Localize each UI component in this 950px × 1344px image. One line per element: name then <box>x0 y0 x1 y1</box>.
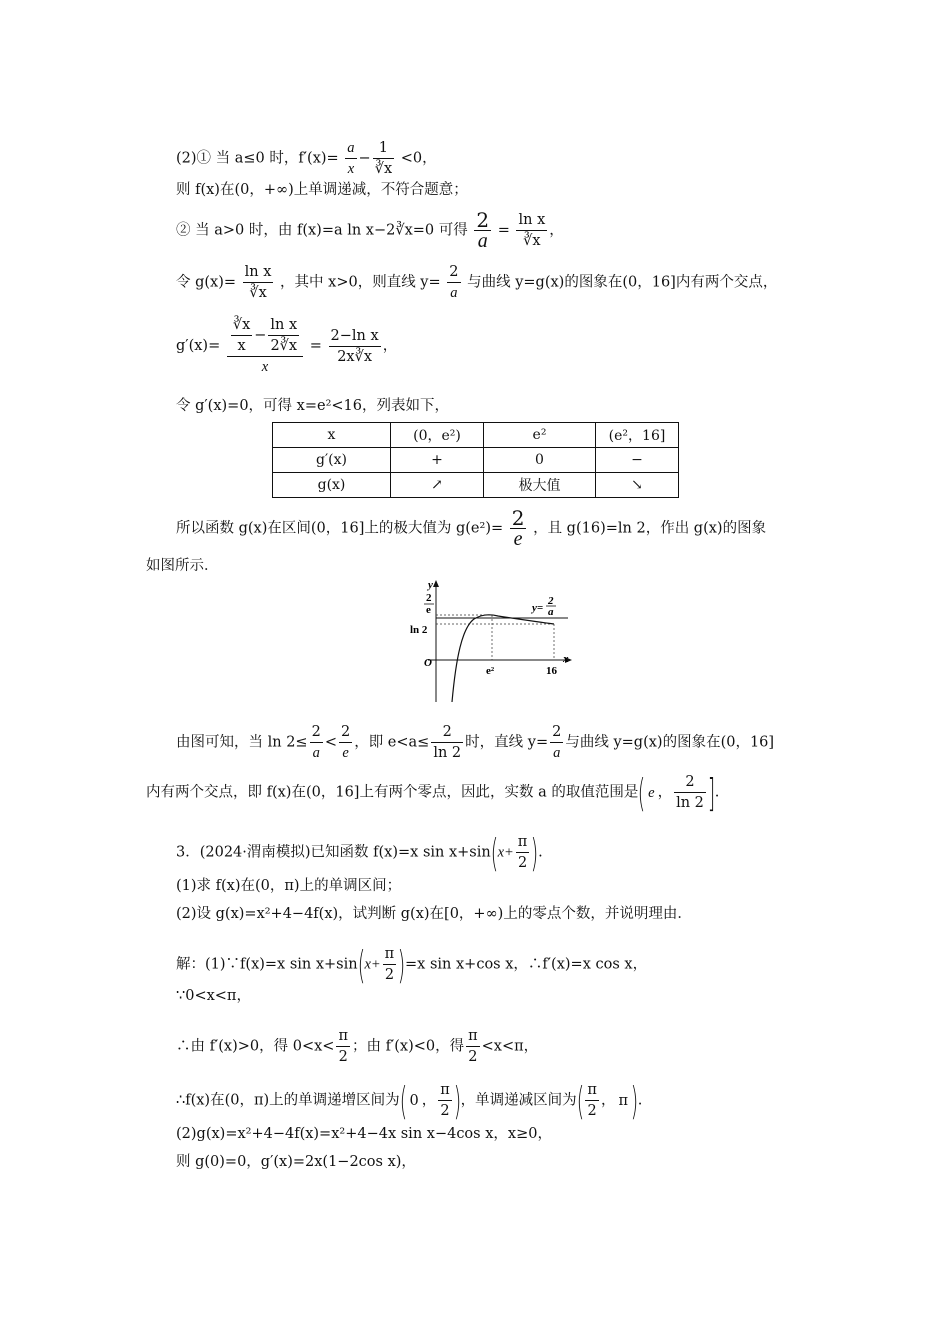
table-cell: (0，e²) <box>391 423 484 448</box>
variation-table <box>272 422 679 498</box>
fraction: $\frac{\text{ln x}}{∛x}$ <box>518 212 546 249</box>
max-value-line: 所以函数 g(x)在区间(0，16]上的极大值为 g(e²)= $\frac{2}{e}$ ，且 g(16)=ln 2，作出 g(x)的图象 <box>176 506 767 550</box>
text-line: 则 f(x)在(0，+∞)上单调递减，不符合题意； <box>176 182 468 198</box>
line-label-den: a <box>548 606 554 618</box>
case1-text: (2)① 当 a≤0 时，f′(x)= <box>176 150 339 167</box>
fraction: $\frac{\pi}{2}$ <box>384 946 395 983</box>
line-label: y= <box>532 602 544 614</box>
table-cell: ↗ <box>391 473 484 498</box>
y-tick-ln2: ln 2 <box>410 624 428 636</box>
fraction: $\frac{2}{\ln 2}$ <box>433 724 462 761</box>
table-row <box>273 473 679 498</box>
x-tick-16: 16 <box>546 665 557 677</box>
x-label: x <box>563 653 569 665</box>
fraction: $\frac{2}{a}$ <box>552 724 562 761</box>
solution-line-3: ∴由 f′(x)>0，得 0<x< $\frac{\pi}{2}$ ；由 f′(x)<0，得 $\frac{\pi}{2}$ <x<π， <box>176 1028 539 1065</box>
origin-label: O <box>424 657 432 669</box>
define-g-line: 令 g(x)= $\frac{\text{ln x}}{∛x}$ ，其中 x>0，则直线 y= $\frac{2}{a}$ 与曲线 y=g(x)的图象在(0，16]内有两个交点， <box>176 264 778 301</box>
y-tick-2-over-e-den: e <box>426 604 431 616</box>
case1-line: (2)① 当 a≤0 时，f′(x)= $\frac{a}{x}$ − $\frac{1}{∛x}$ <0， <box>176 140 437 177</box>
table-row <box>273 423 679 448</box>
text-line: 如图所示． <box>146 558 219 574</box>
text-line: 令 g′(x)=0，可得 x=e²<16，列表如下， <box>176 398 449 414</box>
conclusion-line-1: 由图可知，当 ln 2≤ $\frac{2}{a}$ < $\frac{2}{e}$ ，即 e<a≤ $\frac{2}{\ln 2}$ 时，直线 y= $\frac{2}{a}$ 与曲线 y=g(x)的图象在(0，16] <box>176 724 775 761</box>
compound-fraction: $\frac{∛x}{x}$ − $\frac{\text{ln x}}{2∛x}$ x <box>227 315 303 377</box>
x-tick-e2: e² <box>486 665 495 677</box>
function-graph <box>408 578 578 706</box>
fraction: $\frac{∛x}{x}$ <box>232 317 251 354</box>
fraction: $\frac{\pi}{2}$ <box>338 1028 348 1065</box>
fraction: $\frac{\text{ln x}}{2∛x}$ <box>270 317 298 354</box>
fraction: $\frac{\pi}{2}$ <box>587 1082 597 1119</box>
fraction: $\frac{\text{ln x}}{∛x}$ <box>244 264 272 301</box>
question-2: (2)设 g(x)=x²+4−4f(x)，试判断 g(x)在[0，+∞)上的零点个数，并说明理由． <box>176 906 692 922</box>
fraction: $\frac{2}{a}$ <box>311 724 321 761</box>
line-label-num: 2 <box>548 595 554 607</box>
table-cell: x <box>273 423 391 448</box>
solution-line-4: ∴f(x)在(0，π)上的单调递增区间为( 0 ， $\frac{\pi}{2}$ )，单调递减区间为( $\frac{\pi}{2}$ ， π). <box>176 1078 643 1123</box>
fraction: $\frac{2}{e}$ <box>511 506 525 550</box>
table-cell: 0 <box>484 448 596 473</box>
fraction: $\frac{\pi}{2}$ <box>517 834 528 871</box>
problem3-stem: 3．(2024·渭南模拟)已知函数 f(x)=x sin x+sin(x+ $\frac{\pi}{2}$ ). <box>176 830 543 875</box>
solution-line-2: ∵0<x<π， <box>176 988 251 1004</box>
table-cell: g(x) <box>273 473 391 498</box>
solution-line-5: (2)g(x)=x²+4−4f(x)=x²+4−4x sin x−4cos x，x≥0， <box>176 1126 552 1142</box>
y-tick-2-over-e-num: 2 <box>426 592 432 604</box>
case2-line: ② 当 a>0 时，由 f(x)=a ln x−2∛x=0 可得 $\frac{2}{a}$ = $\frac{\text{ln x}}{∛x}$ ， <box>176 208 564 252</box>
fraction: $\frac{2}{a}$ <box>476 208 490 252</box>
conclusion-line-2: 内有两个交点，即 f(x)在(0，16]上有两个零点，因此，实数 a 的取值范围是( e ， $\frac{2}{\ln 2}$ ]. <box>146 770 720 815</box>
fraction: $\frac{\text{2−ln x}}{2x∛x}$ <box>330 327 379 365</box>
fraction: $\frac{2}{a}$ <box>449 264 459 301</box>
table-cell: − <box>596 448 679 473</box>
table-cell: (e²，16] <box>596 423 679 448</box>
fraction: $\frac{\pi}{2}$ <box>440 1082 450 1119</box>
table-cell: ↘ <box>596 473 679 498</box>
fraction: $\frac{1}{∛x}$ <box>374 140 393 177</box>
fraction: $\frac{2}{e}$ <box>340 724 351 761</box>
table-cell: e² <box>484 423 596 448</box>
y-axis-arrow <box>433 580 439 587</box>
fraction: $\frac{a}{x}$ <box>347 140 355 177</box>
fraction: $\frac{2}{\ln 2}$ <box>676 774 704 811</box>
curve-g <box>452 615 554 702</box>
table-cell: + <box>391 448 484 473</box>
solution-line-1: 解：(1)∵f(x)=x sin x+sin(x+ $\frac{\pi}{2}$ )=x sin x+cos x，∴f′(x)=x cos x， <box>176 942 648 987</box>
gprime-line: g′(x)= $\frac{∛x}{x}$ − $\frac{\text{ln x}}{2∛x}$ x = $\frac{\text{2−ln x}}{2x∛x}$ ， <box>176 317 398 375</box>
question-1: (1)求 f(x)在(0，π)上的单调区间； <box>176 878 402 894</box>
table-row <box>273 448 679 473</box>
solution-line-6: 则 g(0)=0，g′(x)=2x(1−2cos x)， <box>176 1154 416 1170</box>
fraction: $\frac{\pi}{2}$ <box>468 1028 478 1065</box>
table-cell: 极大值 <box>484 473 596 498</box>
y-label: y <box>428 579 433 591</box>
table-cell: g′(x) <box>273 448 391 473</box>
